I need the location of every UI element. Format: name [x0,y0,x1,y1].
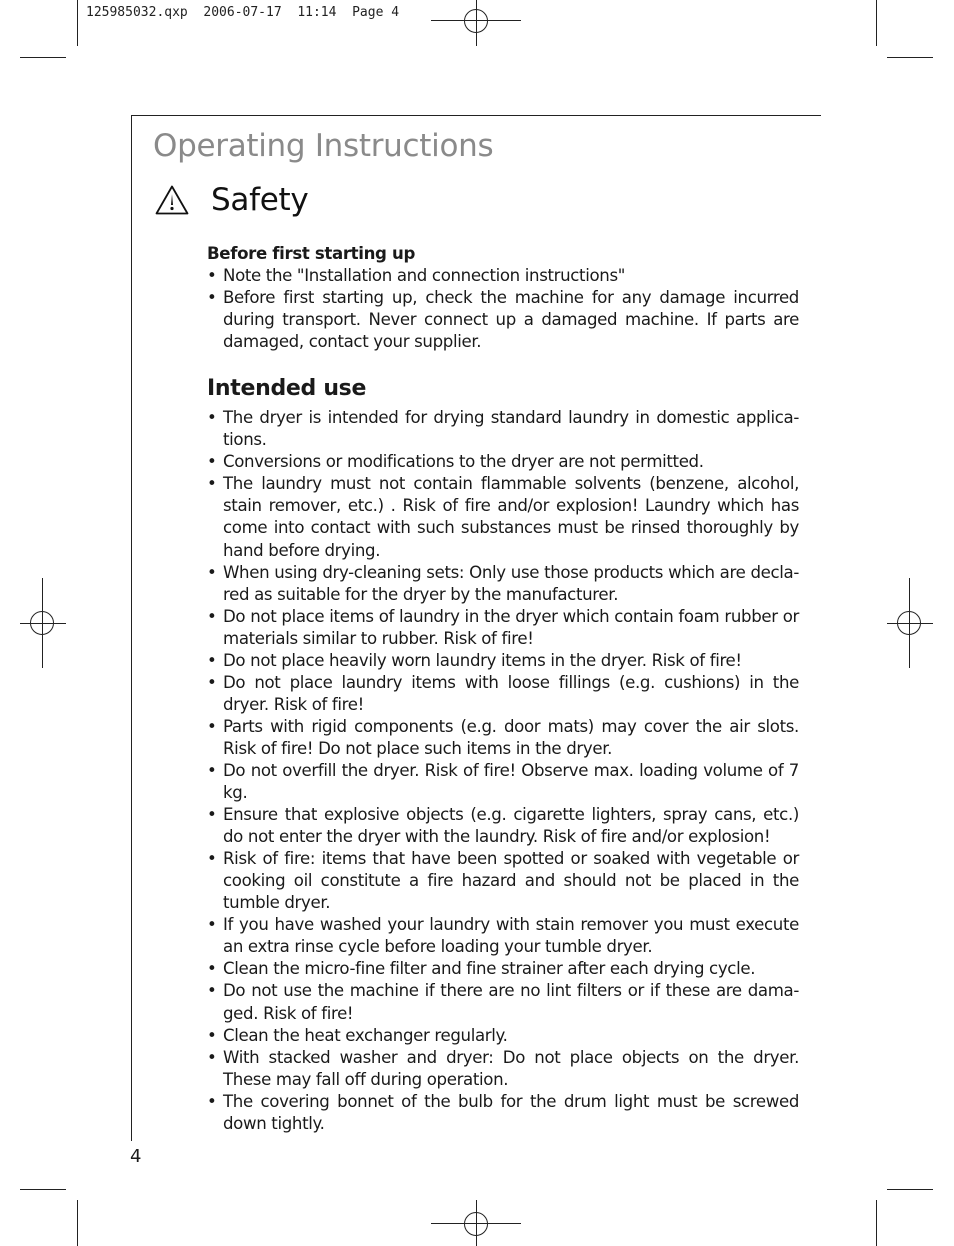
warning-triangle-icon [155,185,189,215]
frame-top-rule [131,115,821,116]
list-item: • Do not place heavily worn laundry items in the dryer. Risk of fire! [207,650,799,672]
section-title: Safety [211,182,309,218]
before-first-list [207,265,799,353]
list-item: • Conversions or modifications to the dryer are not permitted. [207,451,799,473]
list-item: • If you have washed your laundry with stain remover you must execute an extra rinse cycle before loading your tumble dryer. [207,914,799,958]
frame-left-rule [131,115,132,1141]
list-item: • Do not place laundry items with loose fillings (e.g. cushions) in the dryer. Risk of fire! [207,672,799,716]
intended-use-heading: Intended use [207,376,367,402]
list-item: • Ensure that explosive objects (e.g. cigarette lighters, spray cans, etc.) do not enter the dryer with the laundry. Risk of fire and/or explosion! [207,804,799,848]
list-item: • With stacked washer and dryer: Do not place objects on the dryer. These may fall off during operation. [207,1047,799,1091]
safety-content [207,243,799,1135]
list-item: • Clean the heat exchanger regularly. [207,1025,799,1047]
page-title: Operating Instructions [153,128,494,164]
list-item: • Clean the micro-fine filter and fine strainer after each drying cycle. [207,958,799,980]
print-slug: 125985032.qxp 2006-07-17 11:14 Page 4 [86,5,400,20]
list-item: • The dryer is intended for drying standard laundry in domestic applica-tions. [207,407,799,451]
list-item: • Do not use the machine if there are no lint filters or if these are dama-ged. Risk of fire! [207,980,799,1024]
list-item: • Parts with rigid components (e.g. door mats) may cover the air slots. Risk of fire! Do not place such items in the dryer. [207,716,799,760]
list-item: • The laundry must not contain flammable solvents (benzene, alcohol, stain remover, etc.) . Risk of fire and/or explosion! Laundry which has come into contact with such substances must be rinsed thoroughly by hand before drying. [207,473,799,561]
list-item: • Risk of fire: items that have been spotted or soaked with vegetable or cooking oil constitute a fire hazard and should not be placed in the tumble dryer. [207,848,799,914]
before-first-heading: Before first starting up [207,244,415,263]
page-number: 4 [130,1146,142,1167]
intended-use-list [207,407,799,1135]
list-item: • Note the "Installation and connection instructions" [207,265,799,287]
list-item: • When using dry-cleaning sets: Only use those products which are decla-red as suitable for the dryer by the manufacturer. [207,562,799,606]
list-item: • The covering bonnet of the bulb for the drum light must be screwed down tightly. [207,1091,799,1135]
list-item: • Before first starting up, check the machine for any damage incurred during transport. Never connect up a damaged machine. If parts are damaged, contact your supplier. [207,287,799,353]
list-item: • Do not overfill the dryer. Risk of fire! Observe max. loading volume of 7 kg. [207,760,799,804]
list-item: • Do not place items of laundry in the dryer which contain foam rubber or materials similar to rubber. Risk of fire! [207,606,799,650]
